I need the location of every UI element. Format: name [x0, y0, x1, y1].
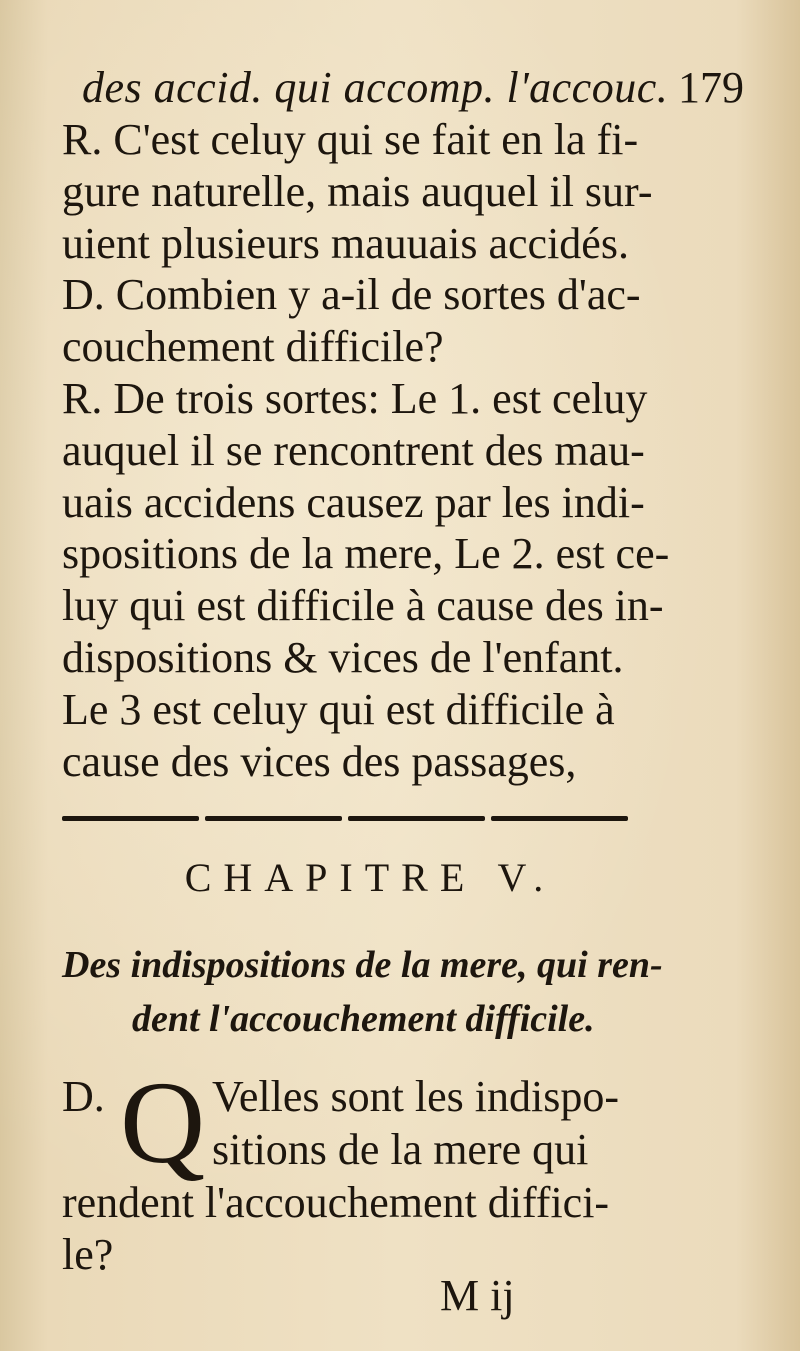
rule-segment [205, 816, 342, 821]
text-line: uient plusieurs mauuais accidés. [62, 218, 629, 268]
running-head: des accid. qui accomp. l'accouc. [82, 63, 669, 112]
drop-cap: Q [120, 1057, 206, 1188]
dropcap-block [62, 1057, 722, 1188]
text-line: auquel il se rencontrent des mau- [62, 425, 645, 475]
body-text [62, 114, 722, 787]
rule-segment [62, 816, 199, 821]
text-line: cause des vices des passages, [62, 736, 577, 786]
page-number: 179 [678, 63, 744, 112]
text-line: couchement difficile? [62, 322, 444, 372]
text-line: Velles sont les indispo- [212, 1072, 619, 1121]
text-line: R. C'est celuy qui se fait en la fi- [62, 115, 639, 164]
text-line: rendent l'accouchement diffici- [62, 1178, 610, 1227]
text-line: D. Combien y a-il de sortes d'ac- [62, 270, 641, 320]
question-paragraph [62, 1057, 722, 1280]
text-line: gure naturelle, mais auquel il sur- [62, 166, 653, 216]
text-line: uais accidens causez par les indi- [62, 477, 645, 527]
rule-segment [348, 816, 485, 821]
text-line: R. De trois sortes: Le 1. est celuy [62, 373, 648, 423]
text-line: luy qui est difficile à cause des in- [62, 581, 664, 631]
signature-mark: M ij [440, 1271, 515, 1320]
subtitle-line: dent l'accouchement difficile. [132, 998, 595, 1040]
text-line: sitions de la mere qui [212, 1125, 589, 1174]
text-line: spositions de la mere, Le 2. est ce- [62, 529, 670, 579]
rule-segment [491, 816, 628, 821]
speaker-prefix: D. [62, 1072, 105, 1121]
chapter-heading: CHAPITRE V. [184, 855, 556, 900]
ornamental-rule [62, 816, 628, 821]
text-line: le? [62, 1229, 114, 1279]
text-line: dispositions & vices de l'enfant. [62, 632, 624, 682]
text-line: Le 3 est celuy qui est difficile à [62, 684, 615, 734]
subtitle-line: Des indispositions de la mere, qui ren- [62, 944, 663, 986]
chapter-subtitle [62, 938, 722, 1046]
